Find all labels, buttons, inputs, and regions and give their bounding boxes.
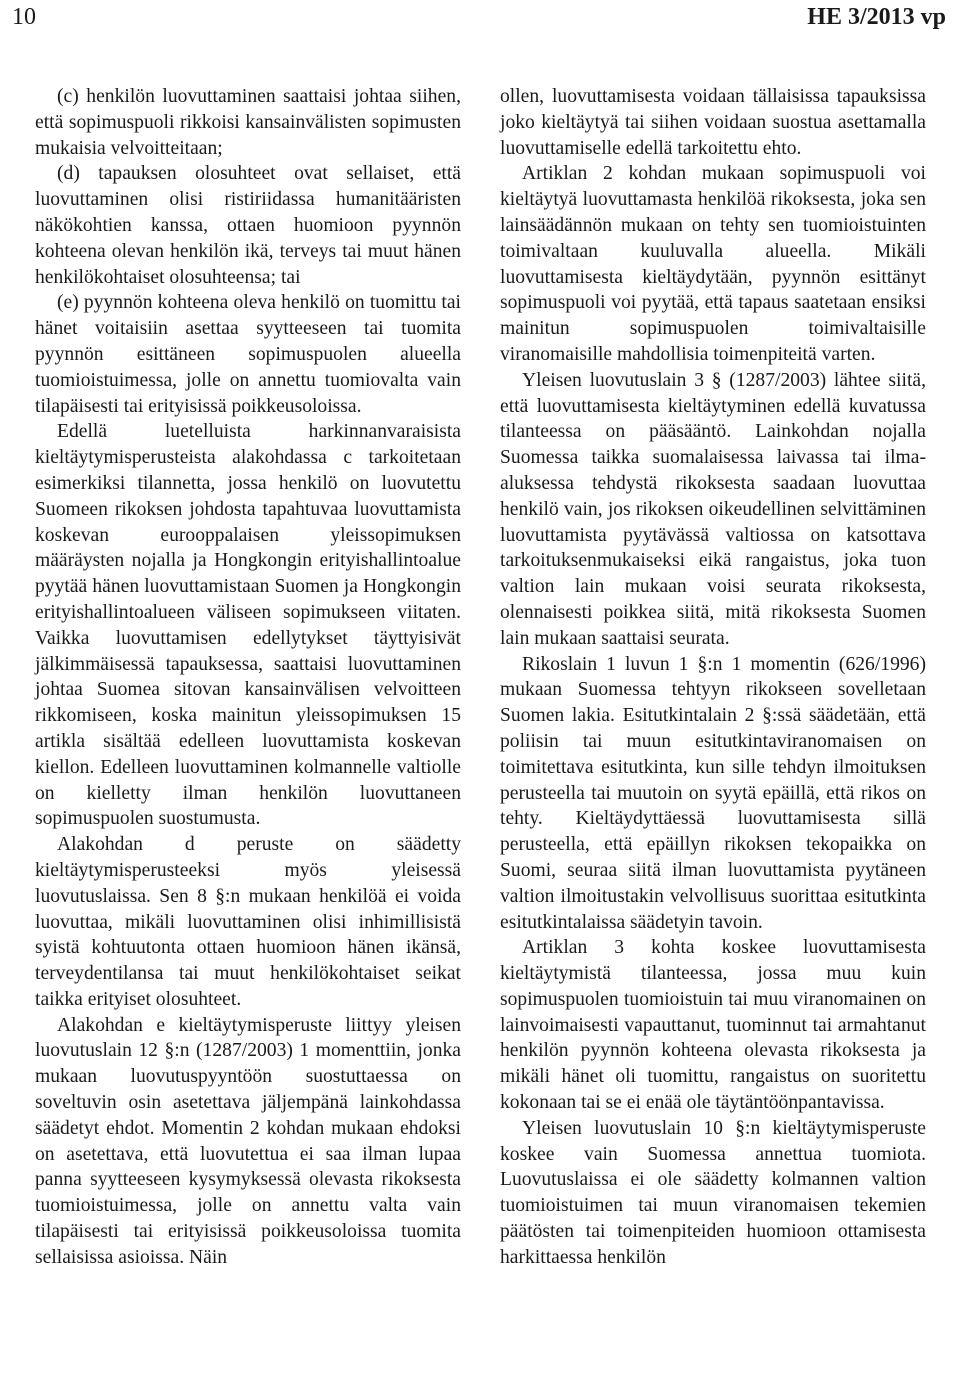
paragraph: (d) tapauksen olosuhteet ovat sellaiset, että luovuttaminen olisi ristiriidassa humanitääristen näkökohtien kanssa, ottaen huomioon pyynnön kohteena olevan henkilön ikä, terveys tai muut hänen henkilökohtaiset olosuhteensa; tai xyxy=(35,163,461,288)
paragraph: Yleisen luovutuslain 10 §:n kieltäytymisperuste koskee vain Suomessa annettua tuomiota. Luovutuslaissa ei ole säädetty kolmannen valtion tuomioistuimen tai muun viranomaisen tekemien päätösten tai toimenpiteiden huomioon ottamisesta harkittaessa henkilön xyxy=(500,1117,926,1268)
document-id: HE 3/2013 vp xyxy=(807,4,946,30)
paragraph: (e) pyynnön kohteena oleva henkilö on tuomittu tai hänet voitaisiin asettaa syytteeseen tai tuomita pyynnön esittäneen sopimuspuolen alueella tuomioistuimessa, jolle on annettu tuomiovalta vain tilapäisesti tai erityisissä poikkeusoloissa. xyxy=(35,292,461,417)
paragraph: Alakohdan e kieltäytymisperuste liittyy yleisen luovutuslain 12 §:n (1287/2003) 1 momenttiin, jonka mukaan luovutuspyyntöön suostuttaessa on soveltuvin osin asetettava jäljempänä lainkohdassa säädetyt ehdot. Momentin 2 kohdan mukaan ehdoksi on asetettava, että luovutettua ei saa ilman lupaa panna syytteeseen kysymyksessä olevasta rikoksesta tuomioistuimessa, jolle on annettu valta vain tilapäisesti tai erityisissä poikkeusoloissa tuomita sellaisissa asioissa. Näin xyxy=(35,1014,461,1268)
paragraph: Yleisen luovutuslain 3 § (1287/2003) lähtee siitä, että luovuttamisesta kieltäytyminen edellä kuvatussa tilanteessa on pääsääntö. Lainkohdan nojalla Suomessa taikka suomalaisessa laivassa tai ilma-aluksessa tehdystä rikoksesta saadaan luovuttaa henkilö vain, jos rikoksen oikeudellinen selvittäminen luovuttamista pyytävässä valtiossa on katsottava tarkoituksenmukaiseksi eikä rangaistus, joka tuon valtion lain mukaan voisi seurata rikoksesta, olennaisesti poikkea siitä, mitä rikoksesta Suomen lain mukaan saattaisi seurata. xyxy=(500,369,926,649)
page-number: 10 xyxy=(12,4,36,30)
paragraph: Alakohdan d peruste on säädetty kieltäytymisperusteeksi myös yleisessä luovutuslaissa. Sen 8 §:n mukaan henkilöä ei voida luovuttaa, mikäli luovuttaminen olisi inhimillisistä syistä kohtuutonta ottaen huomioon hänen ikänsä, terveydentilansa tai muut henkilökohtaiset seikat taikka erityiset olosuhteet. xyxy=(35,834,461,1010)
paragraph: Artiklan 2 kohdan mukaan sopimuspuoli voi kieltäytyä luovuttamasta henkilöä rikoksesta, joka sen lainsäädännön mukaan on tehty sen tuomioistuinten toimivaltaan kuuluvalla alueella. Mikäli luovuttamisesta kieltäydytään, pyynnön esittänyt sopimuspuoli voi pyytää, että tapaus saatetaan ensiksi mainitun sopimuspuolen toimivaltaisille viranomaisille mahdollisia toimenpiteitä varten. xyxy=(500,163,926,365)
right-column xyxy=(500,84,926,1271)
paragraph-continued: ollen, luovuttamisesta voidaan tällaisissa tapauksissa joko kieltäytyä tai siihen voidaan suostua asettamalla luovuttamiselle edellä tarkoitettu ehto. xyxy=(500,86,926,159)
paragraph: Edellä luetelluista harkinnanvaraisista kieltäytymisperusteista alakohdassa c tarkoitetaan esimerkiksi tilannetta, jossa henkilö on luovutettu Suomeen rikoksen johdosta tapahtuvaa luovuttamista koskevan eurooppalaisen yleissopimuksen määräysten nojalla ja Hongkongin erityishallintoalue pyytää hänen luovuttamistaan Suomen ja Hongkongin erityishallintoalueen väliseen sopimukseen viitaten. Vaikka luovuttamisen edellytykset täyttyisivät jälkimmäisessä tapauksessa, saattaisi luovuttaminen johtaa Suomea sitovan kansainvälisen velvoitteen rikkomiseen, koska mainitun yleissopimuksen 15 artikla sisältää edelleen luovuttamista koskevan kiellon. Edelleen luovuttaminen kolmannelle valtiolle on kielletty ilman henkilön luovuttaneen sopimuspuolen suostumusta. xyxy=(35,421,461,830)
paragraph: (c) henkilön luovuttaminen saattaisi johtaa siihen, että sopimuspuoli rikkoisi kansainvälisten sopimusten mukaisia velvoitteitaan; xyxy=(35,86,461,159)
left-column xyxy=(35,84,461,1271)
paragraph: Artiklan 3 kohta koskee luovuttamisesta kieltäytymistä tilanteessa, jossa muu kuin sopimuspuolen tuomioistuin tai muu viranomainen on lainvoimaisesti vapauttanut, tuominnut tai armahtanut henkilön pyynnön kohteena olevasta rikoksesta ja mikäli hänet oli tuomittu, rangaistus on suoritettu kokonaan tai se ei enää ole täytäntöönpantavissa. xyxy=(500,937,926,1114)
paragraph: Rikoslain 1 luvun 1 §:n 1 momentin (626/1996) mukaan Suomessa tehtyyn rikokseen sovelletaan Suomen lakia. Esitutkintalain 2 §:ssä säädetään, että poliisin tai muun esitutkintaviranomaisen on toimitettava esitutkinta, kun sille tehdyn ilmoituksen perusteella tai muutoin on syytä epäillä, että rikos on tehty. Kieltäydyttäessä luovuttamisesta sillä perusteella, että epäillyn rikoksen tekopaikka on Suomi, seuraa siitä ilman luovuttamista pyytäneen valtion ilmoitustakin velvollisuus suorittaa esitutkinta esitutkintalaissa säädetyin tavoin. xyxy=(500,653,926,933)
